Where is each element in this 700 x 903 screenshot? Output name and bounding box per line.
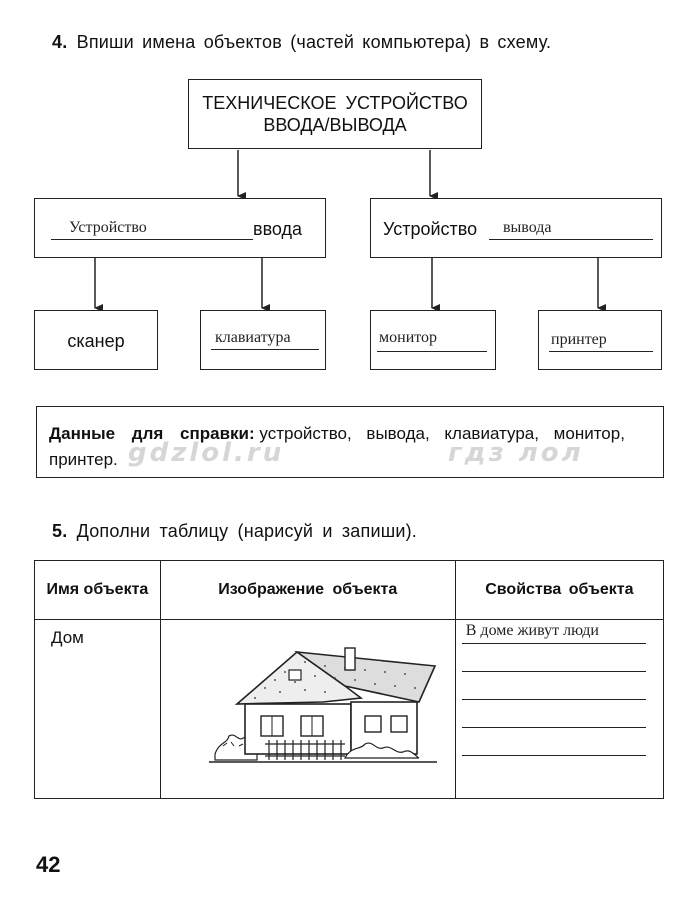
monitor-blank-line[interactable] — [377, 329, 487, 352]
printer-handwritten-answer: принтер — [551, 331, 607, 348]
keyboard-handwritten-answer: клавиатура — [215, 329, 291, 346]
reference-label: Данные для справки: — [49, 424, 255, 443]
printer-box[interactable] — [538, 310, 662, 370]
cell-object-properties[interactable] — [455, 620, 663, 799]
objects-table — [34, 560, 664, 799]
task-instruction: Впиши имена объектов (частей компьютера) в схему. — [76, 32, 552, 52]
property-handwritten-answer: В доме живут люди — [465, 622, 599, 639]
property-line-3[interactable] — [462, 699, 646, 700]
root-line-2: ВВОДА/ВЫВОДА — [263, 115, 407, 135]
scanner-label: сканер — [67, 331, 125, 351]
output-device-box — [370, 198, 662, 258]
input-blank-line[interactable] — [51, 219, 253, 240]
task-5-title — [52, 521, 417, 542]
keyboard-box[interactable] — [200, 310, 326, 370]
keyboard-blank-line[interactable] — [211, 329, 319, 350]
property-line-1[interactable] — [462, 643, 646, 644]
house-drawing-icon — [205, 646, 445, 766]
output-printed-word: Устройство — [383, 219, 478, 239]
output-handwritten-answer: вывода — [503, 219, 552, 236]
task-instruction: Дополни таблицу (нарисуй и запиши). — [76, 521, 417, 541]
header-name: Имя объекта — [35, 561, 161, 620]
monitor-handwritten-answer: монитор — [379, 329, 438, 346]
root-device-box — [188, 79, 482, 149]
printer-blank-line[interactable] — [549, 331, 653, 352]
input-device-box — [34, 198, 326, 258]
cell-object-image — [160, 620, 455, 799]
monitor-box[interactable] — [370, 310, 496, 370]
watermark-right: гдз лол — [448, 438, 584, 468]
reference-text: устройство, вывода, клавиатура, монитор, принтер. — [49, 424, 625, 469]
page-number: 42 — [36, 852, 61, 877]
input-printed-word: ввода — [253, 219, 303, 239]
output-blank-line[interactable] — [489, 219, 653, 240]
table-header-row — [35, 561, 664, 620]
cell-object-name: Дом — [35, 620, 161, 799]
task-number: 4. — [52, 32, 68, 52]
property-line-5[interactable] — [462, 755, 646, 756]
header-properties: Свойства объекта — [455, 561, 663, 620]
table-row — [35, 620, 664, 799]
task-number: 5. — [52, 521, 68, 541]
watermark-left: gdzlol.ru — [128, 438, 285, 468]
scanner-box — [34, 310, 158, 370]
header-image: Изображение объекта — [160, 561, 455, 620]
input-handwritten-answer: Устройство — [69, 219, 147, 236]
property-line-2[interactable] — [462, 671, 646, 672]
property-line-4[interactable] — [462, 727, 646, 728]
root-line-1: ТЕХНИЧЕСКОЕ УСТРОЙСТВО — [202, 93, 468, 113]
